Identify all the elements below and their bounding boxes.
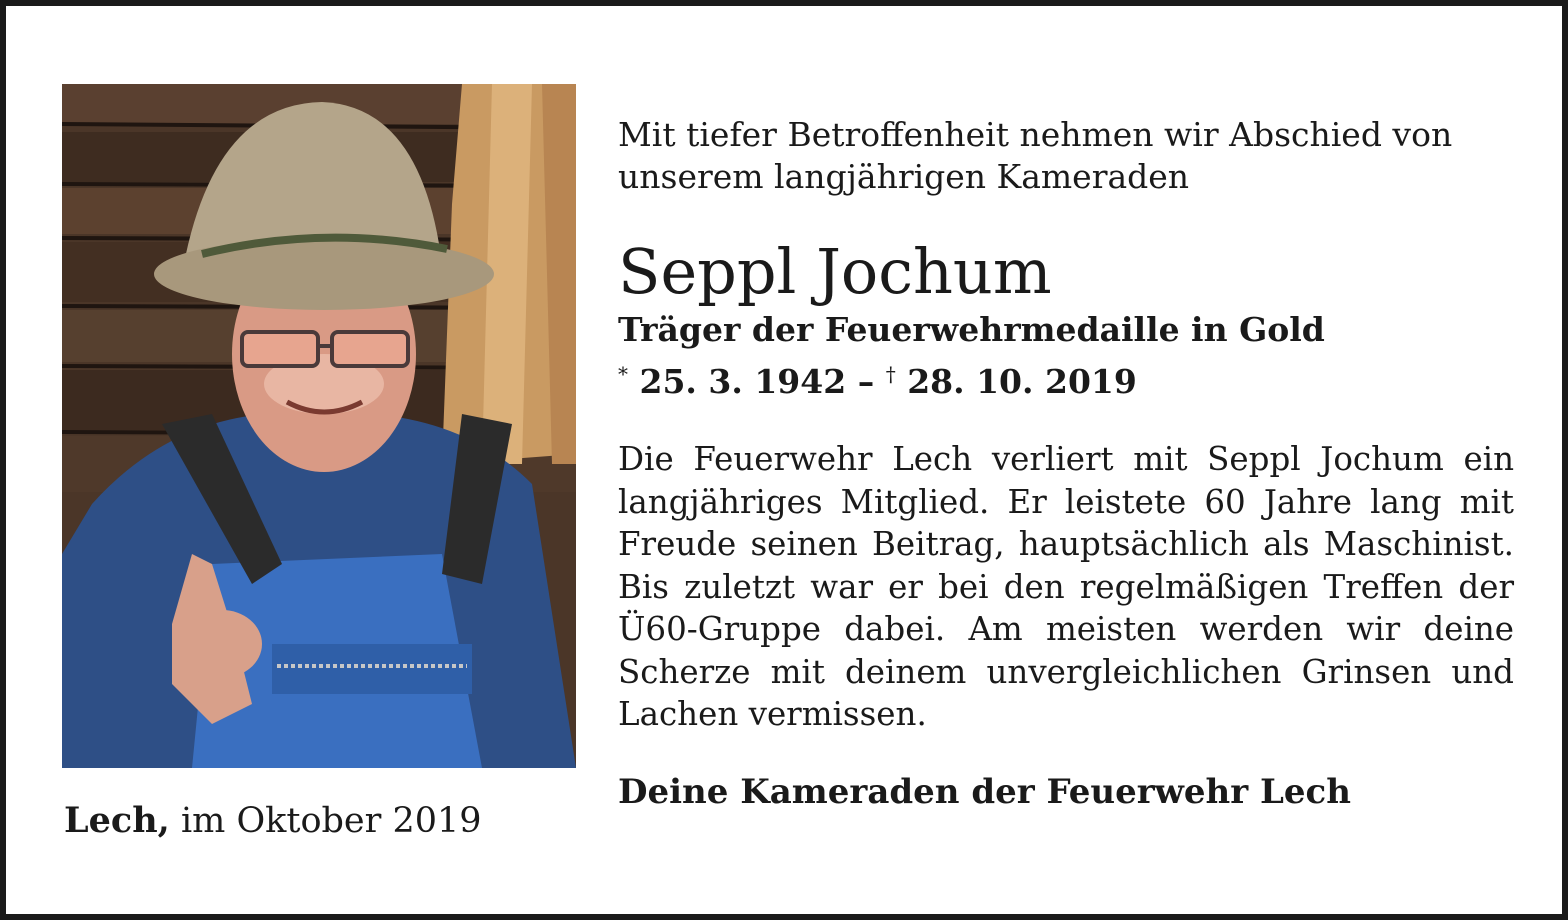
death-date: 28. 10. 2019 [907, 362, 1137, 401]
birth-symbol: * [618, 362, 628, 386]
death-symbol: † [885, 362, 896, 386]
place-label: Lech, [64, 800, 170, 841]
portrait-photo [62, 84, 576, 768]
birth-date: 25. 3. 1942 [639, 362, 847, 401]
honor-line: Träger der Feuerwehrmedaille in Gold [618, 310, 1325, 349]
life-dates [618, 354, 1514, 402]
tribute-text: Die Feuerwehr Lech verliert mit Seppl Jochum ein langjähriges Mitglied. Er leistete 60 Jahre lang mit Freude seinen Beitrag, hauptsächlich als Maschinist. Bis zuletzt war er bei den regelmäßigen Treffen der Ü60-Gruppe dabei. Am meisten werden wir deine Scherze mit deinem unvergleichlichen Grinsen und Lachen vermissen. [618, 440, 1514, 733]
date-line: im Oktober 2019 [180, 801, 482, 841]
date-separator: – [857, 362, 875, 401]
intro-text: Mit tiefer Betroffenheit nehmen wir Abschied von unserem langjährigen Kameraden [618, 115, 1453, 196]
signature-line: Deine Kameraden der Feuerwehr Lech [618, 772, 1351, 812]
deceased-name: Seppl Jochum [618, 235, 1052, 308]
place-date-caption [64, 800, 482, 841]
